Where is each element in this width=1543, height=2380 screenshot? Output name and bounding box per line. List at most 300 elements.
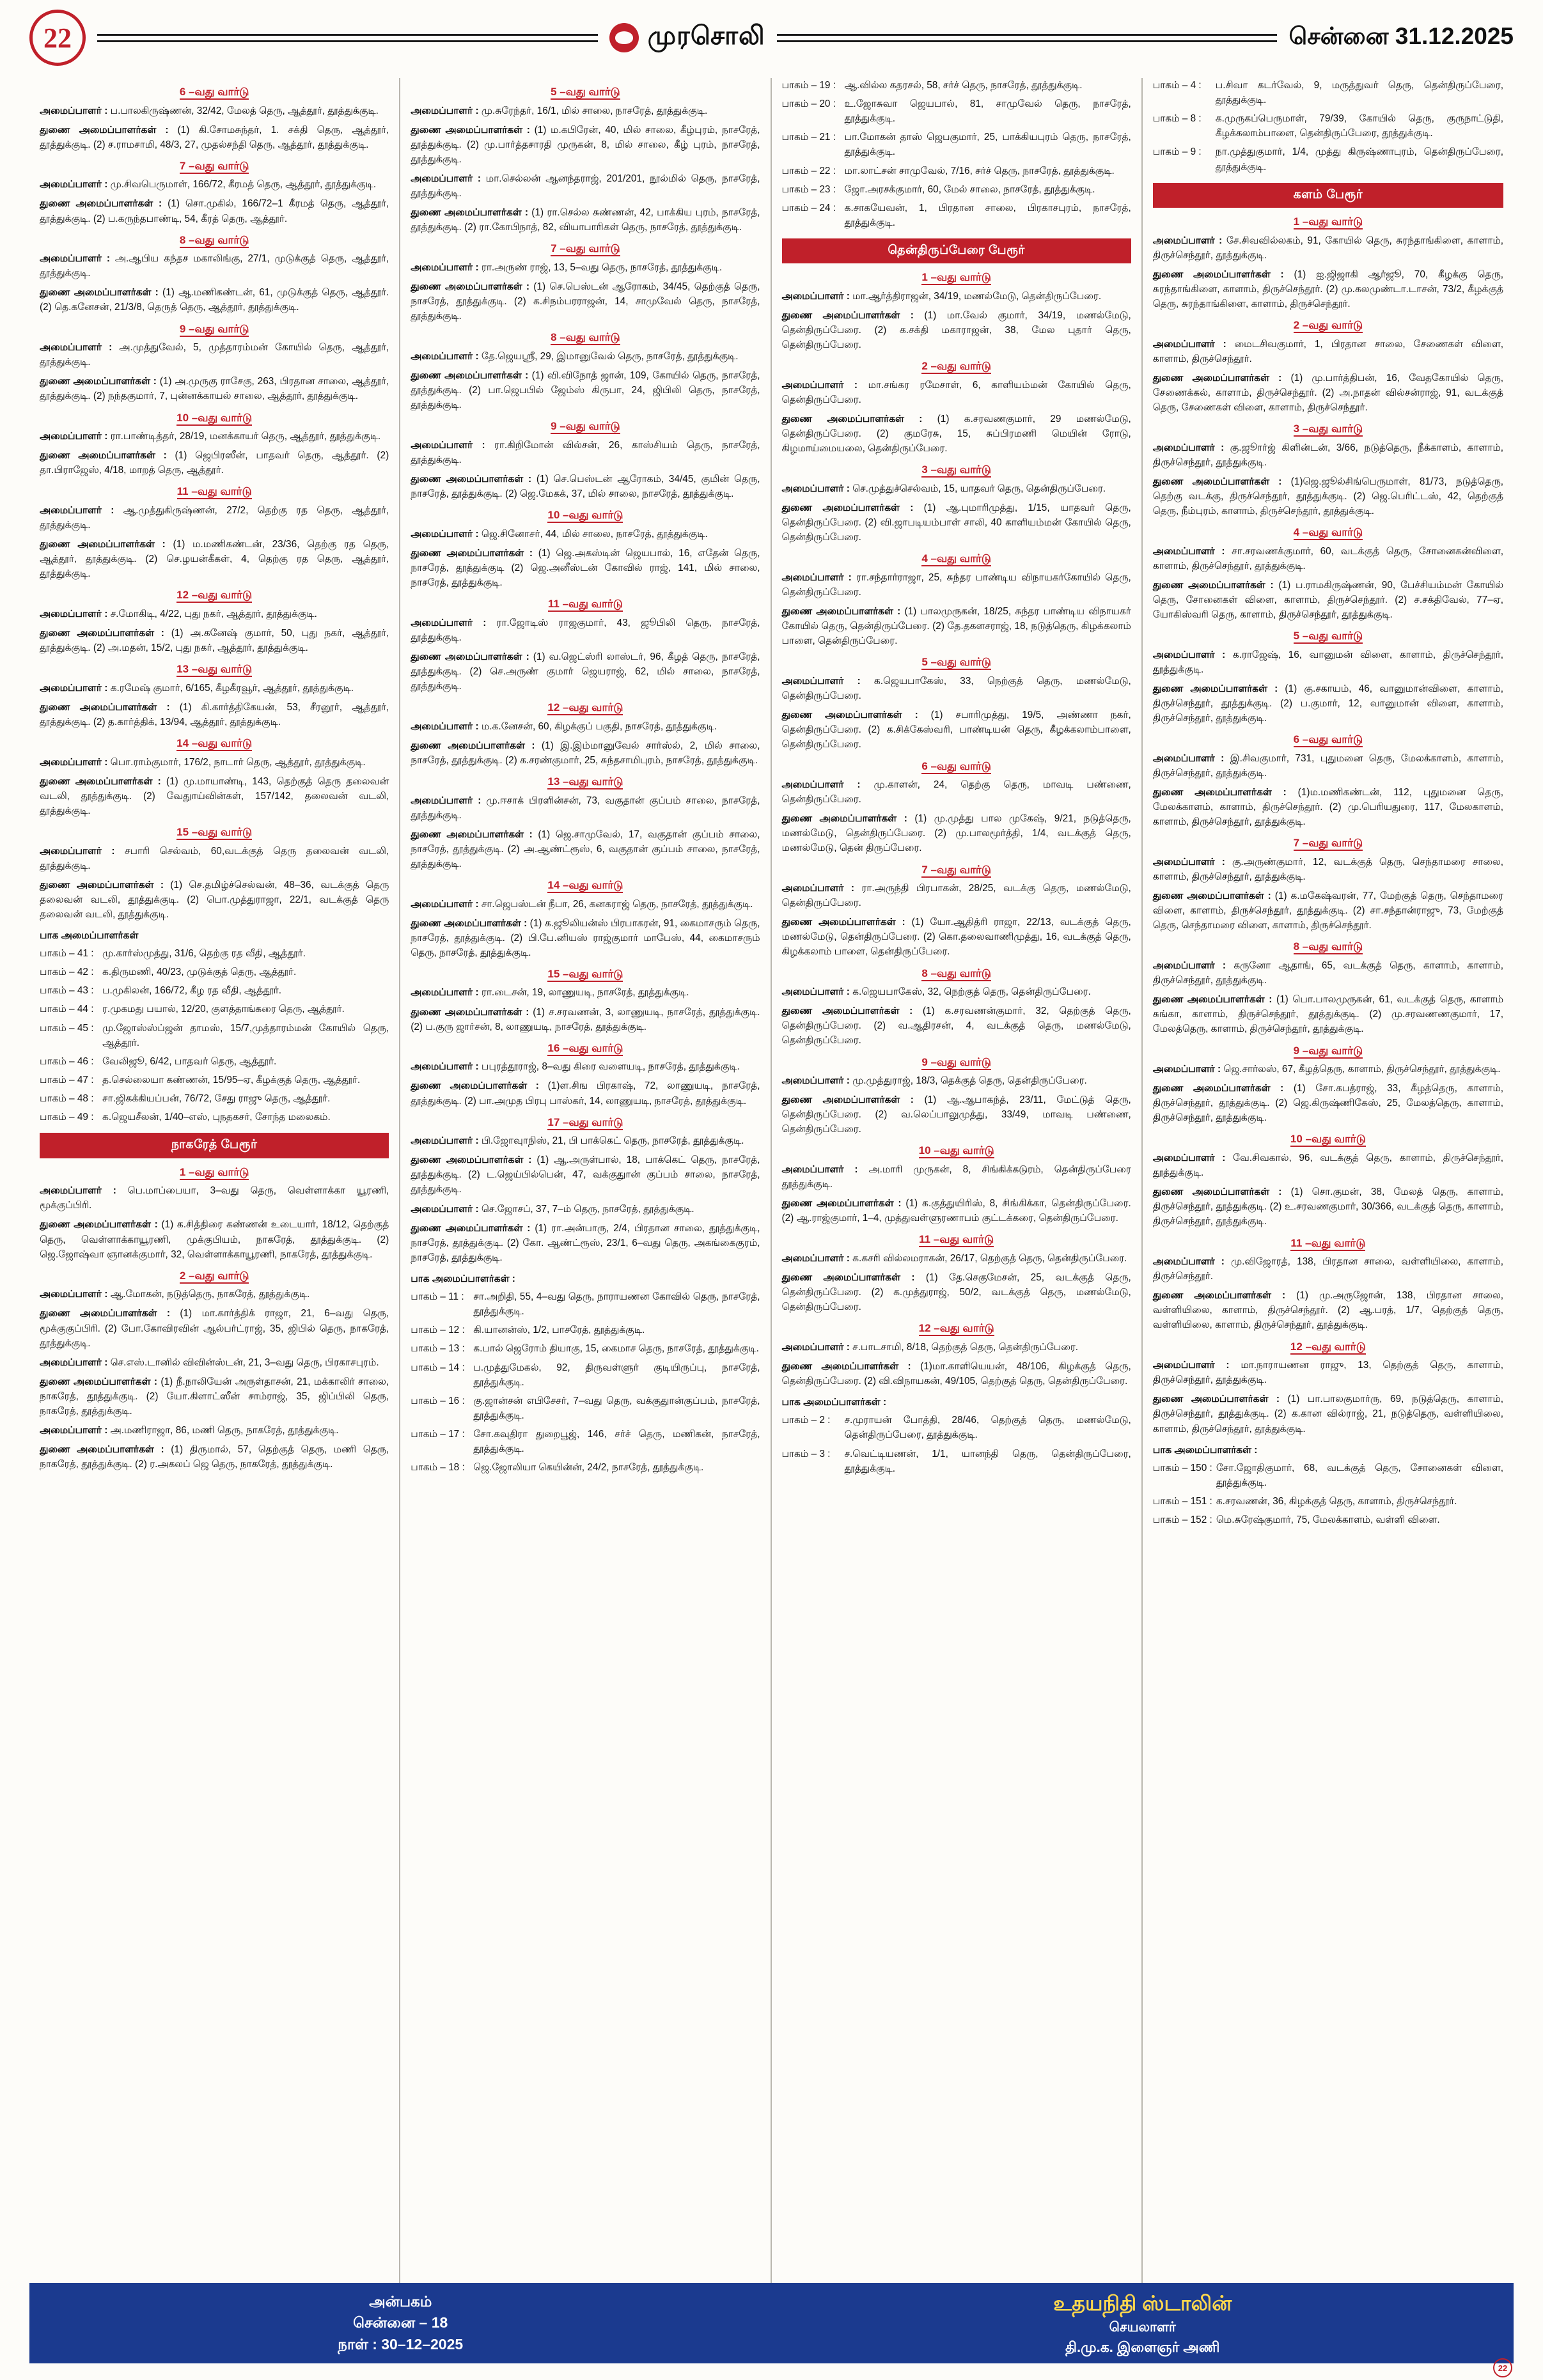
organiser-entry xyxy=(1153,889,1503,933)
organiser-entry-label: துணை அமைப்பாளர்கள் : xyxy=(40,376,157,387)
organiser-entry-text: செ.ஜோசப், 37, 7–ம் தெரு, நாசரேத், தூத்துக்குடி. xyxy=(478,1203,694,1215)
part-organiser-row xyxy=(782,78,1131,93)
organiser-entry xyxy=(411,349,760,364)
organiser-entry-text: க.ரமேஷ் குமார், 6/165, கீழகீரவூர், ஆத்தூர், தூத்துக்குடி. xyxy=(107,682,354,694)
part-organiser-detail: நா.முத்துகுமார், 1/4, முத்து கிருஷ்ணாபுரம், தென்திருப்பேரை, தூத்துக்குடி. xyxy=(1215,146,1503,173)
part-number-label: பாகம் – 21 : xyxy=(781,132,836,143)
organiser-entry-label: அமைப்பாளர் : xyxy=(781,1163,858,1175)
organiser-entry-text: ரா.சந்தார்ராஜா, 25, சுந்தர பாண்டிய விநாயகர்கோயில் தெரு, தென்திருப்பேரை. xyxy=(781,572,1131,598)
organiser-entry-text: (1) செ.பெஸ்டன் ஆரோகம், 34/45, தெற்குத் தெரு, நாசரேத், தூத்துக்குடி. (2) க.சிநம்பரராஜன், 14, சாமுவேல் தெரு, நாசரேத், தூத்துக்குடி. xyxy=(411,281,760,322)
organiser-entry xyxy=(411,123,760,167)
organiser-entry-text: மு.சுரேந்தர், 16/1, மில் சாலை, நாசரேத், தூத்துக்குடி. xyxy=(478,105,708,116)
part-organiser-row xyxy=(40,983,389,998)
organiser-entry-text: பபுரத்தூராஜ், 8–வது கிரை வளையடி, நாசரேத், தூத்துக்குடி. xyxy=(478,1061,740,1073)
organiser-entry-label: அமைப்பாளர் : xyxy=(1152,235,1223,246)
organiser-entry-text: (1) வி.விநோத் ஜான், 109, கோயில் தெரு, நாசரேத், தூத்துக்குடி. (2) பா.ஜெபபில் ஜேம்ஸ் கிருபா, 24, ஜிபிலி தெரு, நாசரேத், தூத்துக்குடி. xyxy=(411,369,760,411)
organiser-entry-label: அமைப்பாளர் : xyxy=(1152,752,1225,764)
organiser-entry-text: (1) மா.வேல் குமார், 34/19, மணல்மேடு, தென்திருப்பேரை. (2) க.சக்தி மகாராஜன், 38, மேல புதார் தெரு, தென்திருப்பேரை. xyxy=(781,310,1131,351)
ward-heading xyxy=(411,1040,760,1057)
organiser-entry-label: துணை அமைப்பாளர்கள் : xyxy=(781,606,901,618)
ward-heading-label: 17 –வது வார்டு xyxy=(547,1116,623,1130)
ward-heading-label: 15 –வது வார்டு xyxy=(176,826,252,840)
organiser-entry xyxy=(1153,1062,1503,1077)
organiser-entry xyxy=(782,1004,1131,1048)
part-number-label: பாகம் – 8 : xyxy=(1152,113,1202,125)
part-organiser-row xyxy=(411,1289,760,1319)
organiser-entry xyxy=(40,374,389,403)
organiser-entry-text: (1) க.குத்துயிரிஸ், 8, சிங்கிக்கா, தென்திருப்பேரை. (2) ஆ.ராஜ்குமார், 1–4, முத்துவள்ளுரணாபம் குட்டக்கரை, தென்திருப்பேரை. xyxy=(781,1198,1131,1224)
organiser-entry-text: (1) ஜெ.சாமுவேல், 17, வகுதான் குப்பம் சாலை, நாசரேத், தூத்துக்குடி. (2) அ.ஆண்ட்ரூஸ், 6, வகுதான் குப்பம் சாலை, நாசரேத், தூத்துக்குடி. xyxy=(411,828,760,869)
organiser-entry-label: அமைப்பாளர் : xyxy=(411,987,479,999)
organiser-entry-label: அமைப்பாளர் : xyxy=(411,350,479,362)
organiser-entry-text: (1) பாலமுருகன், 18/25, சுந்தர பாண்டிய விநாயகர் கோயில் தெரு, தென்திருப்பேரை. (2) தே.தகளசராஜ், 18, நடுத்தெரு, கிழக்கலாம் பாளை, தென்திருப்பேரை. xyxy=(781,606,1131,647)
organiser-entry-text: பெ.மாப்பையா, 3–வது தெரு, வெள்ளாக்கா யூரணி, மூக்குப்பிரி. xyxy=(40,1185,389,1211)
organiser-entry xyxy=(1153,1254,1503,1284)
organiser-entry-label: துணை அமைப்பாளர்கள் : xyxy=(411,547,533,559)
ward-heading-label: 4 –வது வார்டு xyxy=(1294,526,1363,540)
organiser-entry-label: துணை அமைப்பாளர்கள் : xyxy=(1152,994,1273,1006)
corner-page-number: 22 xyxy=(1493,2358,1512,2377)
organiser-entry xyxy=(40,878,389,922)
organiser-entry-label: துணை அமைப்பாளர்கள் : xyxy=(1152,1290,1286,1302)
organiser-entry xyxy=(40,681,389,696)
organiser-entry-text: (1) வ.ஜெட்ஸ்ரி லாஸ்டர், 96, கீழத் தெரு, நாசரேத், தூத்துக்குடி. (2) செ.அருண் குமார் ஜெயராஜ், 62, மில் சாலை, நாசரேத், தூத்துக்குடி. xyxy=(411,651,760,692)
part-organiser-row xyxy=(40,1002,389,1016)
organiser-entry-label: அமைப்பாளர் : xyxy=(40,431,108,442)
organiser-entry xyxy=(40,626,389,655)
organiser-entry-text: (1) மு.அருஜோன், 138, பிரதான சாலை, வள்ளியிலை, காளாம், திருச்செந்தூர். (2) ஆ.பரத், 1/7, தெற்குத் தெரு, வள்ளியிலை, காளாம், திருச்செந்தூர், தூத்துக்குடி. xyxy=(1152,1290,1503,1331)
organiser-entry xyxy=(411,1005,760,1034)
part-organiser-detail: ச.வெட்டியணன், 1/1, யானந்தி தெரு, தென்திருப்பேரை, தூத்துக்குடி. xyxy=(844,1448,1131,1474)
organiser-entry xyxy=(782,604,1131,648)
organiser-entry-text: (1) க.ஜூலியன்ஸ் பிரபாகரன், 91, கைமாசரும் தெரு, நாசரேத், தூத்துக்குடி. (2) பி.பே.னியஸ் ராஜ்குமார் மாபேஸ், 44, கைமாசரும் தெரு, நாசரேத், தூத்துக்குடி. xyxy=(411,917,760,958)
organiser-entry xyxy=(1153,267,1503,311)
ward-heading xyxy=(1153,317,1503,334)
columns-container xyxy=(29,78,1514,2319)
organiser-entry xyxy=(782,570,1131,600)
ward-heading-label: 8 –வது வார்டு xyxy=(1294,940,1363,954)
organiser-entry xyxy=(782,1340,1131,1355)
organiser-entry-label: துணை அமைப்பாளர்கள் : xyxy=(1152,1083,1284,1094)
part-organiser-detail: சோ.கவுதிரா துறைபூஜ், 146, சர்ச் தெரு, மணிகன், நாசரேத், தூத்துக்குடி. xyxy=(473,1429,760,1455)
organiser-entry-text: (1) க.சரவணகுமார், 29 மணல்மேடு, தென்திருப்பேரை. (2) குமரேசு, 15, சுப்பிரமணி மெயின் ரோடு, கிழமாய்மையலை, தென்திருப்பேரை. xyxy=(781,414,1131,455)
ward-heading xyxy=(1153,731,1503,748)
organiser-entry-label: அமைப்பாளர் : xyxy=(411,795,482,806)
footer-place-line2: சென்னை – 18 xyxy=(353,2314,448,2331)
masthead-rule-left xyxy=(97,34,598,42)
ward-heading xyxy=(1153,1131,1503,1147)
ward-heading-label: 7 –வது வார்டு xyxy=(921,864,991,878)
ward-heading-label: 11 –வது வார்டு xyxy=(177,485,252,499)
organiser-entry-label: துணை அமைப்பாளர்கள் : xyxy=(411,1080,539,1092)
masthead-logo xyxy=(609,22,765,54)
organiser-entry-label: துணை அமைப்பாளர்கள் : xyxy=(411,1006,529,1018)
ward-heading xyxy=(411,877,760,894)
organiser-entry-text: (1)மா.காளியெயன், 48/106, கிழக்குத் தெரு, தென்திருப்பேரை. (2) வி.விநாயகன், 49/105, தெற்குத் தெரு, தென்திருப்பேரை. xyxy=(781,1360,1131,1387)
organiser-entry-text: (1) சோ.கபத்ராஜ், 33, கீழத்தெரு, காளாம், திருச்செந்தூர், தூத்துக்குடி. (2) ஜெ.கிருஷ்ணிகேஸ், 25, மேலத்தெரு, காளாம், திருச்செந்தூர், தூத்துக்குடி. xyxy=(1152,1083,1503,1124)
ward-heading xyxy=(1153,214,1503,230)
ward-heading-label: 16 –வது வார்டு xyxy=(547,1042,623,1056)
organiser-entry-text: (1) ஆ.புமாரிமுத்து, 1/15, யாதவர் தெரு, தென்திருப்பேரை. (2) வி.ஜாபடியம்பாள் சாலி, 40 காளியம்மன் கோயில் தெரு, தென்திருப்பேரை. xyxy=(781,502,1131,543)
organiser-entry-label: அமைப்பாளர் : xyxy=(781,779,861,790)
organiser-entry-label: அமைப்பாளர் : xyxy=(1152,649,1226,660)
organiser-entry xyxy=(40,196,389,226)
organiser-entry xyxy=(782,308,1131,352)
organiser-entry-label: துணை அமைப்பாளர்கள் : xyxy=(411,369,529,381)
organiser-entry-text: (1) மு.முத்து பால முகேஷ், 9/21, நடுத்தெரு, மணல்மேடு, தென்திருப்பேரை. (2) மு.பாலமூர்த்தி, 1/4, வடக்குத் தெரு, மணல்மேடு, தென் திருப்பேரை. xyxy=(781,813,1131,854)
ward-heading-label: 5 –வது வார்டு xyxy=(551,86,620,100)
organiser-entry-label: துணை அமைப்பாளர்கள் : xyxy=(40,198,162,210)
organiser-entry xyxy=(411,1221,760,1265)
part-number-label: பாகம் – 16 : xyxy=(411,1395,465,1406)
organiser-entry xyxy=(411,472,760,501)
organiser-entry-text: ரா.டைசன், 19, லாணுயடி, நாசரேத், தூத்துக்குடி. xyxy=(478,987,689,999)
organiser-entry-text: (1)ஜெ.ஜூல்சிங்பெருமாள், 81/73, நடுத்தெரு, தெற்கு வடக்கு, திருச்செந்தூர், தூத்துக்குடி. (2) ஜெ.பெரிட்டஸ், 42, தெற்குத் தெரு, நீம்புரம், காளாம், திருச்செந்தூர், தூத்துக்குடி. xyxy=(1152,476,1503,517)
organiser-entry-label: துணை அமைப்பாளர்கள் : xyxy=(411,207,529,219)
organiser-entry-text: கு.அருண்குமார், 12, வடக்குத் தெரு, செந்தாமரை சாலை, காளாம், திருச்செந்தூர், தூத்துக்குடி. xyxy=(1152,856,1503,883)
ward-heading-label: 6 –வது வார்டு xyxy=(921,760,991,774)
column-4 xyxy=(1143,78,1514,2319)
organiser-entry-label: துணை அமைப்பாளர்கள் : xyxy=(411,1222,531,1234)
organiser-entry xyxy=(40,755,389,770)
part-number-label: பாகம் – 150 : xyxy=(1152,1462,1212,1474)
ward-heading-label: 3 –வது வார்டு xyxy=(1294,423,1363,437)
organiser-entry-text: க.கசரி வில்லமராகன், 26/17, தெற்குத் தெரு, தென்திருப்பேரை. xyxy=(849,1252,1127,1264)
part-organiser-row xyxy=(1153,1461,1503,1490)
ward-heading xyxy=(782,1231,1131,1248)
organiser-entry-label: அமைப்பாளர் : xyxy=(1152,338,1226,350)
organiser-entry-text: ரா.ஜோடிஸ் ராஜகுமார், 43, ஜூபிலி தெரு, நாசரேத், தூத்துக்குடி. xyxy=(411,617,760,643)
part-organiser-detail: சா.அறிதி, 55, 4–வது தெரு, நாராயணன கோவில் தெரு, நாசரேத், தூத்துக்குடி. xyxy=(473,1291,760,1318)
organiser-entry-text: தே.ஜெயஸ்ரீ, 29, இமானுவேல் தெரு, நாசரேத், தூத்துக்குடி. xyxy=(478,350,739,362)
organiser-entry-text: (1) மு.பார்த்திபன், 16, வேதகோயில் தெரு, சேணைக்கல், காளாம், திருச்செந்தூர். (2) அ.நாதன் வில்சன்ராஜ், 91, வடக்குத் தெரு, சேணைகள் விளை, காளாம், திருச்செந்தூர். xyxy=(1152,372,1503,414)
ward-heading xyxy=(782,1054,1131,1071)
organiser-entry-label: அமைப்பாளர் : xyxy=(1152,1256,1225,1268)
organiser-entry xyxy=(411,1133,760,1148)
organiser-entry xyxy=(782,1073,1131,1088)
organiser-entry xyxy=(782,984,1131,999)
organiser-entry xyxy=(1153,648,1503,677)
part-number-label: பாகம் – 24 : xyxy=(781,202,836,214)
organiser-entry-text: மு.விஜோரத், 138, பிரதான சாலை, வள்ளியிலை, காளாம், திருச்செந்தூர். xyxy=(1152,1256,1503,1282)
organiser-entry-text: மா.ஆர்த்திராஜன், 34/19, மணல்மேடு, தென்திருப்பேரை. xyxy=(849,290,1102,302)
organiser-entry xyxy=(411,438,760,467)
organiser-entry-label: துணை அமைப்பாளர்கள் : xyxy=(411,740,535,751)
organiser-entry-text: (1) மா.கார்த்திக் ராஜா, 21, 6–வது தெரு, மூக்குகுப்பிரி. (2) போ.கோவிரவின் ஆல்பர்ட்ராஜ், 35, ஜிபில் தெரு, நாகரேத், தூத்துக்குடி. xyxy=(40,1308,389,1349)
organiser-entry-text: மு.காளன், 24, தெற்கு தெரு, மாவடி பண்ணை, தென்திருப்பேரை. xyxy=(781,779,1131,805)
organiser-entry xyxy=(1153,474,1503,518)
organiser-entry xyxy=(40,607,389,621)
ward-heading-label: 15 –வது வார்டு xyxy=(547,968,623,982)
organiser-entry-label: அமைப்பாளர் : xyxy=(1152,442,1225,453)
ward-heading xyxy=(411,1114,760,1131)
ward-heading xyxy=(411,418,760,435)
organiser-entry xyxy=(782,1270,1131,1314)
organiser-entry-label: துணை அமைப்பாளர்கள் : xyxy=(40,124,169,136)
ward-heading xyxy=(40,232,389,249)
subsection-heading: பாக அமைப்பாளர்கள் xyxy=(40,930,139,942)
ward-heading-label: 9 –வது வார்டு xyxy=(551,420,620,434)
part-number-label: பாகம் – 22 : xyxy=(781,165,836,176)
edition-date: சென்னை 31.12.2025 xyxy=(1288,22,1514,49)
organiser-entry xyxy=(782,777,1131,807)
organiser-entry-text: (1) செ.பெஸ்டன் ஆரோகம், 34/45, குமின் தெரு, நாசரேத், தூத்துக்குடி. (2) ஜெ.மேகக், 37, மில் சாலை, நாசரேத், தூத்துக்குடி. xyxy=(411,473,760,500)
part-organiser-detail: ப.முகிலன், 166/72, கீழ ரத வீதி, ஆத்தூர். xyxy=(102,985,281,997)
organiser-entry xyxy=(411,260,760,275)
organiser-entry xyxy=(40,1183,389,1213)
organiser-entry-label: துணை அமைப்பாளர்கள் : xyxy=(781,414,923,425)
organiser-entry xyxy=(411,171,760,201)
part-number-label: பாகம் – 49 : xyxy=(40,1112,94,1123)
organiser-entry-text: ரா.பாண்டித்தர், 28/19, மனக்காயர் தெரு, ஆத்தூர், தூத்துக்குடி. xyxy=(107,431,381,442)
ward-heading xyxy=(782,1320,1131,1337)
organiser-entry xyxy=(411,1078,760,1108)
paper-name: முரசொலி xyxy=(647,22,765,50)
part-organiser-row xyxy=(411,1427,760,1456)
organiser-entry-label: அமைப்பாளர் : xyxy=(781,986,850,998)
ward-heading xyxy=(40,661,389,678)
part-organiser-detail: கி.யானன்ஸ், 1/2, பாசரேத், தூத்துக்குடி. xyxy=(473,1325,645,1336)
subsection-heading: பாக அமைப்பாளர்கள் : xyxy=(411,1273,515,1285)
ward-heading-label: 1 –வது வார்டு xyxy=(921,271,991,285)
organiser-entry-text: மா.நாராயணன ராஜு, 13, தெற்குத் தெரு, காளாம், திருச்செந்தூர், தூத்துக்குடி. xyxy=(1152,1360,1503,1386)
organiser-entry-label: அமைப்பாளர் : xyxy=(40,756,108,768)
organiser-entry xyxy=(40,1355,389,1370)
organiser-entry-text: (1) பா.பாலகுமார்ரு, 69, நடுத்தெரு, காளாம், திருச்செந்தூர், தூத்துக்குடி. (2) க.கான வில்ராஜ், 21, நடுத்தெரு, வள்ளியிலை, காளாம், திருச்செந்தூர், தூத்துக்குடி. xyxy=(1152,1394,1503,1435)
organiser-entry-label: துணை அமைப்பாளர்கள் : xyxy=(411,917,528,929)
organiser-entry xyxy=(411,827,760,871)
organiser-entry-label: துணை அமைப்பாளர்கள் : xyxy=(40,1376,158,1387)
organiser-entry-text: (1) கி.கார்த்திகேயன், 53, சீரனூர், ஆத்தூர், தூத்துக்குடி. (2) த.கார்த்திக், 13/94, ஆத்தூர், தூத்துக்குடி. xyxy=(40,701,389,727)
organiser-entry xyxy=(411,985,760,1000)
organiser-entry-label: அமைப்பாளர் : xyxy=(411,1061,479,1073)
part-organiser-row xyxy=(411,1394,760,1423)
organiser-entry-text: ம.க.னேசன், 60, கிழக்குப் பகுதி, நாசரேத், தூத்துக்குடி. xyxy=(478,720,717,732)
organiser-entry xyxy=(40,1423,389,1438)
organiser-entry xyxy=(40,537,389,581)
part-organiser-row xyxy=(411,1341,760,1356)
column-3 xyxy=(772,78,1143,2319)
organiser-entry xyxy=(782,811,1131,855)
organiser-entry xyxy=(1153,1081,1503,1125)
part-number-label: பாகம் – 2 : xyxy=(781,1415,831,1426)
sun-emblem-icon xyxy=(609,23,639,52)
ward-heading xyxy=(782,758,1131,775)
organiser-entry-label: அமைப்பாளர் : xyxy=(1152,545,1225,557)
footer xyxy=(29,2283,1514,2363)
ward-heading-label: 13 –வது வார்டு xyxy=(547,775,623,789)
ward-heading-label: 8 –வது வார்டு xyxy=(921,967,991,981)
organiser-entry xyxy=(782,915,1131,959)
organiser-entry xyxy=(40,251,389,281)
organiser-entry xyxy=(40,503,389,533)
organiser-entry-text: ஆ.மோகன், நடுத்தெரு, நாகரேத், தூத்துக்குடி. xyxy=(107,1289,310,1300)
signatory-party: தி.மு.க. இளைஞர் அணி xyxy=(1065,2339,1220,2356)
organiser-entry xyxy=(411,1202,760,1217)
part-organiser-row xyxy=(40,1073,389,1087)
organiser-entry xyxy=(782,881,1131,910)
organiser-entry-text: சா.சரவணக்குமார், 60, வடக்குத் தெரு, சோனைகன்விளை, காளாம், திருச்செந்தூர், தூத்துக்குடி. xyxy=(1152,545,1503,572)
part-organiser-detail: ச.முராயன் போத்தி, 28/46, தெற்குத் தெரு, மணல்மேடு, தென்திருப்பேரை, தூத்துக்குடி. xyxy=(844,1415,1131,1441)
ward-heading xyxy=(782,550,1131,567)
organiser-entry-text: (1) கு.சகாயம், 46, வானுமான்விளை, காளாம், திருச்செந்தூர், தூத்துக்குடி. (2) ப.குமார், 12, வானுமான் விளை, காளாம், திருச்செந்தூர், தூத்துக்குடி. xyxy=(1152,683,1503,724)
organiser-entry xyxy=(411,546,760,590)
part-organiser-detail: க.சரவணன், 36, கிழக்குத் தெரு, காளாம், திருச்செந்தூர். xyxy=(1216,1495,1457,1507)
organiser-entry xyxy=(411,738,760,768)
organiser-entry-label: துணை அமைப்பாளர்கள் : xyxy=(411,828,533,840)
ward-heading-label: 13 –வது வார்டு xyxy=(176,663,252,677)
organiser-entry xyxy=(1153,233,1503,263)
organiser-entry-label: அமைப்பாளர் : xyxy=(1152,1152,1226,1163)
ward-heading-label: 7 –வது வார்டு xyxy=(551,242,620,256)
organiser-entry-label: அமைப்பாளர் : xyxy=(781,1341,850,1353)
organiser-entry-label: துணை அமைப்பாளர்கள் : xyxy=(1152,1186,1282,1198)
page-number-badge: 22 xyxy=(29,10,86,66)
organiser-entry-text: (1) ரா.அன்பாரு, 2/4, பிரதான சாலை, தூத்துக்குடி, நாசரேத், தூத்துக்குடி. (2) கோ. ஆண்ட்ரூஸ், 23/1, 6–வது தெரு, அகங்கைகுரம், நாசரேத், தூத்துக்குடி. xyxy=(411,1222,760,1263)
organiser-entry-text: (1) திருமால், 57, தெற்குத் தெரு, மணி தெரு, நாகரேத், தூத்துக்குடி. (2) ர.அகலப் ஜெ தெரு, நாகரேத், தூத்துக்குடி. xyxy=(40,1444,389,1470)
organiser-entry-text: பி.ஜோவுாநிஸ், 21, பி பாக்கெட் தெரு, நாசரேத், தூத்துக்குடி. xyxy=(478,1135,744,1147)
ward-heading-label: 10 –வது வார்டு xyxy=(547,509,623,523)
organiser-entry xyxy=(411,916,760,960)
ward-heading-label: 6 –வது வார்டு xyxy=(180,86,249,100)
organiser-entry-text: (1) ஆ.ஆபாகந்த், 23/11, மேட்டுத் தெரு, தென்திருப்பேரை. (2) வ.லெப்பாலுமுத்து, 33/49, மாவடி பண்ணை, தென்திருப்பேரை. xyxy=(781,1094,1131,1135)
organiser-entry-text: ச.மோகிடி, 4/22, புது நகர், ஆத்தூர், தூத்துக்குடி. xyxy=(107,608,317,619)
ward-heading-label: 5 –வது வார்டு xyxy=(1294,630,1363,644)
organiser-entry-text: கருனோ ஆதாங், 65, வடக்குத் தெரு, காளாம், காளாம், திருச்செந்தூர், தூத்துக்குடி. xyxy=(1152,960,1503,986)
organiser-entry-text: (1) ப.ராமகிருஷ்ணன், 90, பேச்சியம்மன் கோயில் தெரு, சோனைகள் விளை, காளாம், திருச்செந்தூர். (2) ச.சக்திவேல், 77–ஏ, யோகிஸ்வரி தெரு, காளாம், திருச்செந்தூர், தூத்துக்குடி. xyxy=(1152,580,1503,621)
organiser-entry xyxy=(782,1093,1131,1137)
organiser-entry-text: (1) ச.சரவணன், 3, லாணுயடி, நாசரேத், தூத்துக்குடி. (2) ப.குரு ஜார்சன், 8, லாணுயடி, நாசரேத், தூத்துக்குடி. xyxy=(411,1006,760,1032)
organiser-entry-text: (1) பொ.பாலமுருகன், 61, வடக்குத் தெரு, காளாம் சுங்கா, காளாம், திருச்செந்தூர், தூத்துக்குடி. (2) மு.சரவணணகுமார், 17, மேலத்தெரு, காளாம், திருச்செந்தூர், தூத்துக்குடி. xyxy=(1152,994,1503,1035)
organiser-entry-label: அமைப்பாளர் : xyxy=(1152,856,1225,867)
organiser-entry-label: துணை அமைப்பாளர்கள் : xyxy=(40,1219,158,1231)
ward-heading-label: 8 –வது வார்டு xyxy=(180,234,249,248)
organiser-entry xyxy=(782,674,1131,703)
organiser-entry xyxy=(411,368,760,412)
organiser-entry-text: க.ஜெயபாகேஸ், 33, நெற்குத் தெரு, மணல்மேடு, தென்திருப்பேரை. xyxy=(781,675,1131,702)
organiser-entry-label: துணை அமைப்பாளர்கள் : xyxy=(781,1198,902,1209)
ward-heading-label: 1 –வது வார்டு xyxy=(180,1166,249,1180)
organiser-entry-text: ச.பாடசாமி, 8/18, தெற்குத் தெரு, தென்திருப்பேரை. xyxy=(849,1341,1079,1353)
organiser-entry xyxy=(411,1059,760,1074)
organiser-entry-text: (1) கி.சோமசுந்தர், 1. சக்தி தெரு, ஆத்தூர், தூத்துக்குடி. (2) ச.ராமசாமி, 48/3, 27, முதல்சந்தி தெரு, ஆத்தூர், தூத்துக்குடி. xyxy=(40,124,389,150)
subsection-heading: பாக அமைப்பாளர்கள் : xyxy=(1152,1444,1258,1456)
organiser-entry-text: ஜெ.சார்லஸ், 67, கீழத்தெரு, காளாம், திருச்செந்தூர், தூத்துக்குடி. xyxy=(1221,1064,1501,1075)
part-organiser-detail: சோ.ஜோதிகுமார், 68, வடக்குத் தெரு, சோனைகள் விளை, தூத்துக்குடி. xyxy=(1216,1462,1503,1488)
ward-heading-label: 1 –வது வார்டு xyxy=(1294,215,1363,229)
organiser-entry-label: துணை அமைப்பாளர்கள் : xyxy=(781,1272,915,1284)
organiser-entry-text: (1) சபாரிமுத்து, 19/5, அண்ணா நகர், தென்திருப்பேரை. (2) க.சிக்கேஸ்வரி, பாண்டியன் தெரு, கீழக்கலாம்பாளை, தென்திருப்பேரை. xyxy=(781,710,1131,751)
part-organiser-detail: க.சாகயேவன், 1, பிரதான சாலை, பிரகாசபுரம், நாசரேத், தூத்துக்குடி. xyxy=(844,202,1131,228)
footer-place-box xyxy=(29,2283,772,2363)
organiser-entry-text: (1) க.சரவணன்குமார், 32, தெற்குத் தெரு, தென்திருப்பேரை. (2) வ.ஆதிரசன், 4, வடக்குத் தெரு, மணல்மேடு, தென்திருப்பேரை. xyxy=(781,1006,1131,1046)
part-organiser-detail: ர.முகமது பயால், 12/20, குளத்தாங்கரை தெரு, ஆத்தூர். xyxy=(102,1004,345,1015)
organiser-entry-text: (1) இ.இம்மானுவேல் சார்ஸ்ல், 2, மில் சாலை, நாசரேத், தூத்துக்குடி. (2) க.சரண்குமார், 25, சுந்தசாமிபுரம், நாசரேத், தூத்துக்குடி. xyxy=(411,740,760,766)
part-organiser-row xyxy=(411,1360,760,1390)
ward-heading xyxy=(411,84,760,100)
organiser-entry-label: துணை அமைப்பாளர்கள் : xyxy=(411,651,529,662)
organiser-entry-label: துணை அமைப்பாளர்கள் : xyxy=(40,1308,170,1319)
organiser-entry-label: துணை அமைப்பாளர்கள் : xyxy=(781,813,907,825)
part-number-label: பாகம் – 14 : xyxy=(411,1362,465,1373)
ward-heading-label: 4 –வது வார்டு xyxy=(921,552,991,566)
part-number-label: பாகம் – 47 : xyxy=(40,1074,94,1085)
ward-heading-label: 9 –வது வார்டு xyxy=(1294,1045,1363,1059)
part-organiser-detail: க.ஜெயசீலன், 1/40–எஸ், புநதகசர், சோந்த மலைகம். xyxy=(102,1112,331,1123)
part-organiser-row xyxy=(1153,1513,1503,1527)
ward-heading-label: 8 –வது வார்டு xyxy=(551,331,620,345)
organiser-entry xyxy=(1153,578,1503,622)
organiser-entry xyxy=(1153,1288,1503,1332)
organiser-entry xyxy=(411,616,760,645)
part-organiser-row xyxy=(782,130,1131,159)
ward-heading-label: 10 –வது வார்டு xyxy=(919,1144,994,1158)
organiser-entry-text: வே.சிவகால், 96, வடக்குத் தெரு, காளாம், திருச்செந்தூர், தூத்துக்குடி. xyxy=(1152,1152,1503,1179)
organiser-entry-text: (1) ம.மணிகண்டன், 23/36, தெற்கு ரத தெரு, ஆத்தூர், தூத்துக்குடி. (2) செ.ழயன்கீகள், 4, தெற்கு ரத தெரு, ஆத்தூர், தூத்துக்குடி. xyxy=(40,539,389,580)
part-organiser-row xyxy=(1153,144,1503,174)
organiser-entry-text: மு.ஈசாக் பிரளின்சன், 73, வகுதான் குப்பம் சாலை, நாசரேத், தூத்துக்குடி. xyxy=(411,795,760,821)
organiser-entry-label: அமைப்பாளர் : xyxy=(1152,960,1226,971)
organiser-entry xyxy=(1153,1392,1503,1436)
footer-place-line1: அன்பகம் xyxy=(369,2292,432,2310)
organiser-entry-text: மா.சங்கர ரமேசாள், 6, காளியம்மன் கோயில் தெரு, தென்திருப்பேரை. xyxy=(781,379,1131,406)
organiser-entry-label: துணை அமைப்பாளர்கள் : xyxy=(781,1360,911,1372)
ward-heading xyxy=(40,84,389,100)
organiser-entry xyxy=(40,844,389,873)
organiser-entry xyxy=(782,1162,1131,1192)
organiser-entry xyxy=(1153,544,1503,573)
part-number-label: பாகம் – 46 : xyxy=(40,1055,94,1067)
organiser-entry-label: துணை அமைப்பாளர்கள் : xyxy=(40,701,170,713)
ward-heading xyxy=(40,1164,389,1181)
ward-heading-label: 5 –வது வார்டு xyxy=(921,656,991,670)
ward-heading-label: 11 –வது வார்டு xyxy=(1290,1237,1365,1251)
organiser-entry xyxy=(40,123,389,152)
organiser-entry-text: அ.ஆபிய கந்தச மகாலிங்கு, 27/1, முடுக்குத் தெரு, ஆத்தூர், தூத்துக்குடி. xyxy=(40,253,389,279)
ward-heading xyxy=(411,774,760,790)
part-organiser-detail: கு.ஜான்சன் எபிசேசர், 7–வது தெரு, வக்குதுான்குப்பம், நாசரேத், தூத்துக்குடி. xyxy=(473,1395,760,1421)
organiser-entry-label: துணை அமைப்பாளர்கள் : xyxy=(411,124,530,136)
ward-heading xyxy=(782,965,1131,982)
organiser-entry xyxy=(782,1196,1131,1225)
column-2 xyxy=(400,78,771,2319)
organiser-entry-label: அமைப்பாளர் : xyxy=(781,483,850,494)
organiser-entry-label: அமைப்பாளர் : xyxy=(781,675,861,687)
organiser-entry-label: துணை அமைப்பாளர்கள் : xyxy=(781,1006,913,1017)
part-number-label: பாகம் – 9 : xyxy=(1152,146,1202,158)
organiser-entry-text: க.ஜெயபாகேஸ், 32, நெற்குத் தெரு, தென்திருப்பேரை. xyxy=(849,986,1091,998)
organiser-entry-label: துணை அமைப்பாளர்கள் : xyxy=(1152,1394,1280,1405)
ward-heading xyxy=(40,735,389,752)
part-organiser-detail: த.செல்லையா கண்ணன், 15/95–ஏ, கீழக்குத் தெரு, ஆத்தூர். xyxy=(102,1074,361,1085)
organiser-entry-label: அமைப்பாளர் : xyxy=(40,342,113,354)
organiser-entry-label: அமைப்பாளர் : xyxy=(1152,1360,1230,1371)
organiser-entry xyxy=(1153,751,1503,781)
part-number-label: பாகம் – 18 : xyxy=(411,1462,465,1474)
part-organiser-row xyxy=(782,1413,1131,1442)
organiser-entry-label: அமைப்பாளர் : xyxy=(411,528,479,540)
part-organiser-row xyxy=(411,1460,760,1475)
part-number-label: பாகம் – 44 : xyxy=(40,1004,94,1015)
ward-heading xyxy=(411,240,760,257)
part-number-label: பாகம் – 19 : xyxy=(781,80,836,91)
ward-heading-label: 14 –வது வார்டு xyxy=(176,737,252,751)
organiser-entry-label: துணை அமைப்பாளர்கள் : xyxy=(1152,268,1284,280)
ward-heading-label: 12 –வது வார்டு xyxy=(176,589,252,603)
organiser-entry-text: (1) க.சித்திரை கண்ணன் உடையார், 18/12, தெற்குத் தெரு, வெள்ளாக்காயூரணி, முக்குபியம், நாகரேத், தூத்துக்குடி. (2) ஜெ.ஜோஷ்வா ஞானக்குமார், 32, வெள்ளாக்காயூரணி, நாகரேத், தூத்துக்குடி. xyxy=(40,1219,389,1260)
ward-heading-label: 3 –வது வார்டு xyxy=(921,463,991,478)
organiser-entry xyxy=(782,501,1131,545)
